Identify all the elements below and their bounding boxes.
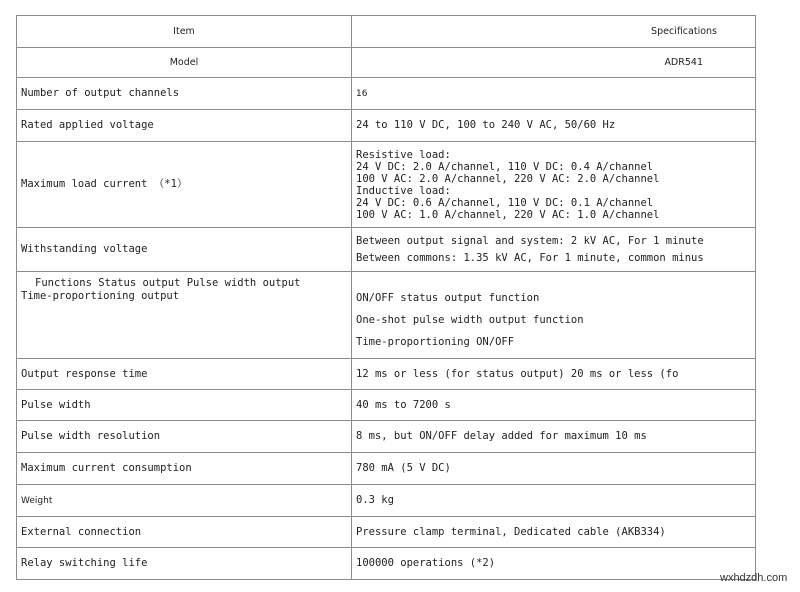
connection-label: External connection bbox=[21, 525, 142, 538]
pulse-width-label: Pulse width bbox=[21, 398, 91, 411]
load-line: Inductive load: bbox=[356, 184, 451, 197]
functions-line: ON/OFF status output function bbox=[356, 292, 540, 304]
voltage-value: 24 to 110 V DC, 100 to 240 V AC, 50/60 Hz bbox=[356, 119, 616, 131]
resolution-value: 8 ms, but ON/OFF delay added for maximum 10 ms bbox=[356, 430, 647, 442]
functions-label-line2: Time-proportioning output bbox=[21, 290, 180, 302]
table-row bbox=[17, 110, 756, 142]
pulse-width-value: 40 ms to 7200 s bbox=[356, 398, 451, 411]
load-line: 100 V AC: 2.0 A/channel, 220 V AC: 2.0 A/channel bbox=[356, 172, 660, 185]
model-value: ADR541 bbox=[352, 48, 756, 78]
load-label: Maximum load current （*1） bbox=[21, 178, 188, 190]
withstanding-label: Withstanding voltage bbox=[21, 243, 148, 255]
table-row bbox=[17, 517, 756, 548]
connection-value: Pressure clamp terminal, Dedicated cable (AKB334) bbox=[356, 525, 666, 538]
consumption-value: 780 mA (5 V DC) bbox=[356, 462, 451, 474]
load-line: 24 V DC: 0.6 A/channel, 110 V DC: 0.1 A/channel bbox=[356, 196, 654, 209]
header-row bbox=[17, 16, 756, 48]
table-row bbox=[17, 78, 756, 110]
weight-value: 0.3 kg bbox=[356, 494, 394, 506]
voltage-label: Rated applied voltage bbox=[21, 119, 154, 131]
table-row bbox=[17, 453, 756, 485]
table-row bbox=[17, 48, 756, 78]
functions-label-line1: Functions Status output Pulse width output bbox=[35, 277, 301, 289]
table-row bbox=[17, 485, 756, 517]
load-line: 100 V AC: 1.0 A/channel, 220 V AC: 1.0 A/channel bbox=[356, 208, 660, 221]
table-row bbox=[17, 228, 756, 272]
response-label: Output response time bbox=[21, 367, 148, 380]
load-line: 24 V DC: 2.0 A/channel, 110 V DC: 0.4 A/channel bbox=[356, 160, 654, 173]
table-row bbox=[17, 390, 756, 421]
channels-label: Number of output channels bbox=[21, 87, 180, 99]
table-row bbox=[17, 272, 756, 359]
response-value: 12 ms or less (for status output) 20 ms or less (fo bbox=[356, 367, 679, 380]
header-specifications: Specifications bbox=[352, 16, 756, 48]
table-row bbox=[17, 548, 756, 580]
weight-label: Weight bbox=[21, 495, 53, 506]
channels-value: 16 bbox=[356, 88, 368, 99]
functions-line: One-shot pulse width output function bbox=[356, 314, 584, 326]
withstanding-line: Between commons: 1.35 kV AC, For 1 minute, common minus bbox=[356, 251, 704, 264]
header-item: Item bbox=[17, 16, 352, 48]
withstanding-line: Between output signal and system: 2 kV AC, For 1 minute bbox=[356, 234, 704, 247]
relay-label: Relay switching life bbox=[21, 557, 148, 569]
table-row bbox=[17, 359, 756, 390]
watermark: wxhdzdh.com bbox=[720, 572, 788, 584]
model-label: Model bbox=[17, 48, 352, 78]
table-row bbox=[17, 142, 756, 228]
consumption-label: Maximum current consumption bbox=[21, 462, 192, 474]
resolution-label: Pulse width resolution bbox=[21, 430, 161, 442]
table-row bbox=[17, 421, 756, 453]
spec-table bbox=[16, 15, 756, 580]
relay-value: 100000 operations (*2) bbox=[356, 557, 496, 569]
load-line: Resistive load: bbox=[356, 148, 451, 161]
functions-line: Time-proportioning ON/OFF bbox=[356, 336, 515, 348]
